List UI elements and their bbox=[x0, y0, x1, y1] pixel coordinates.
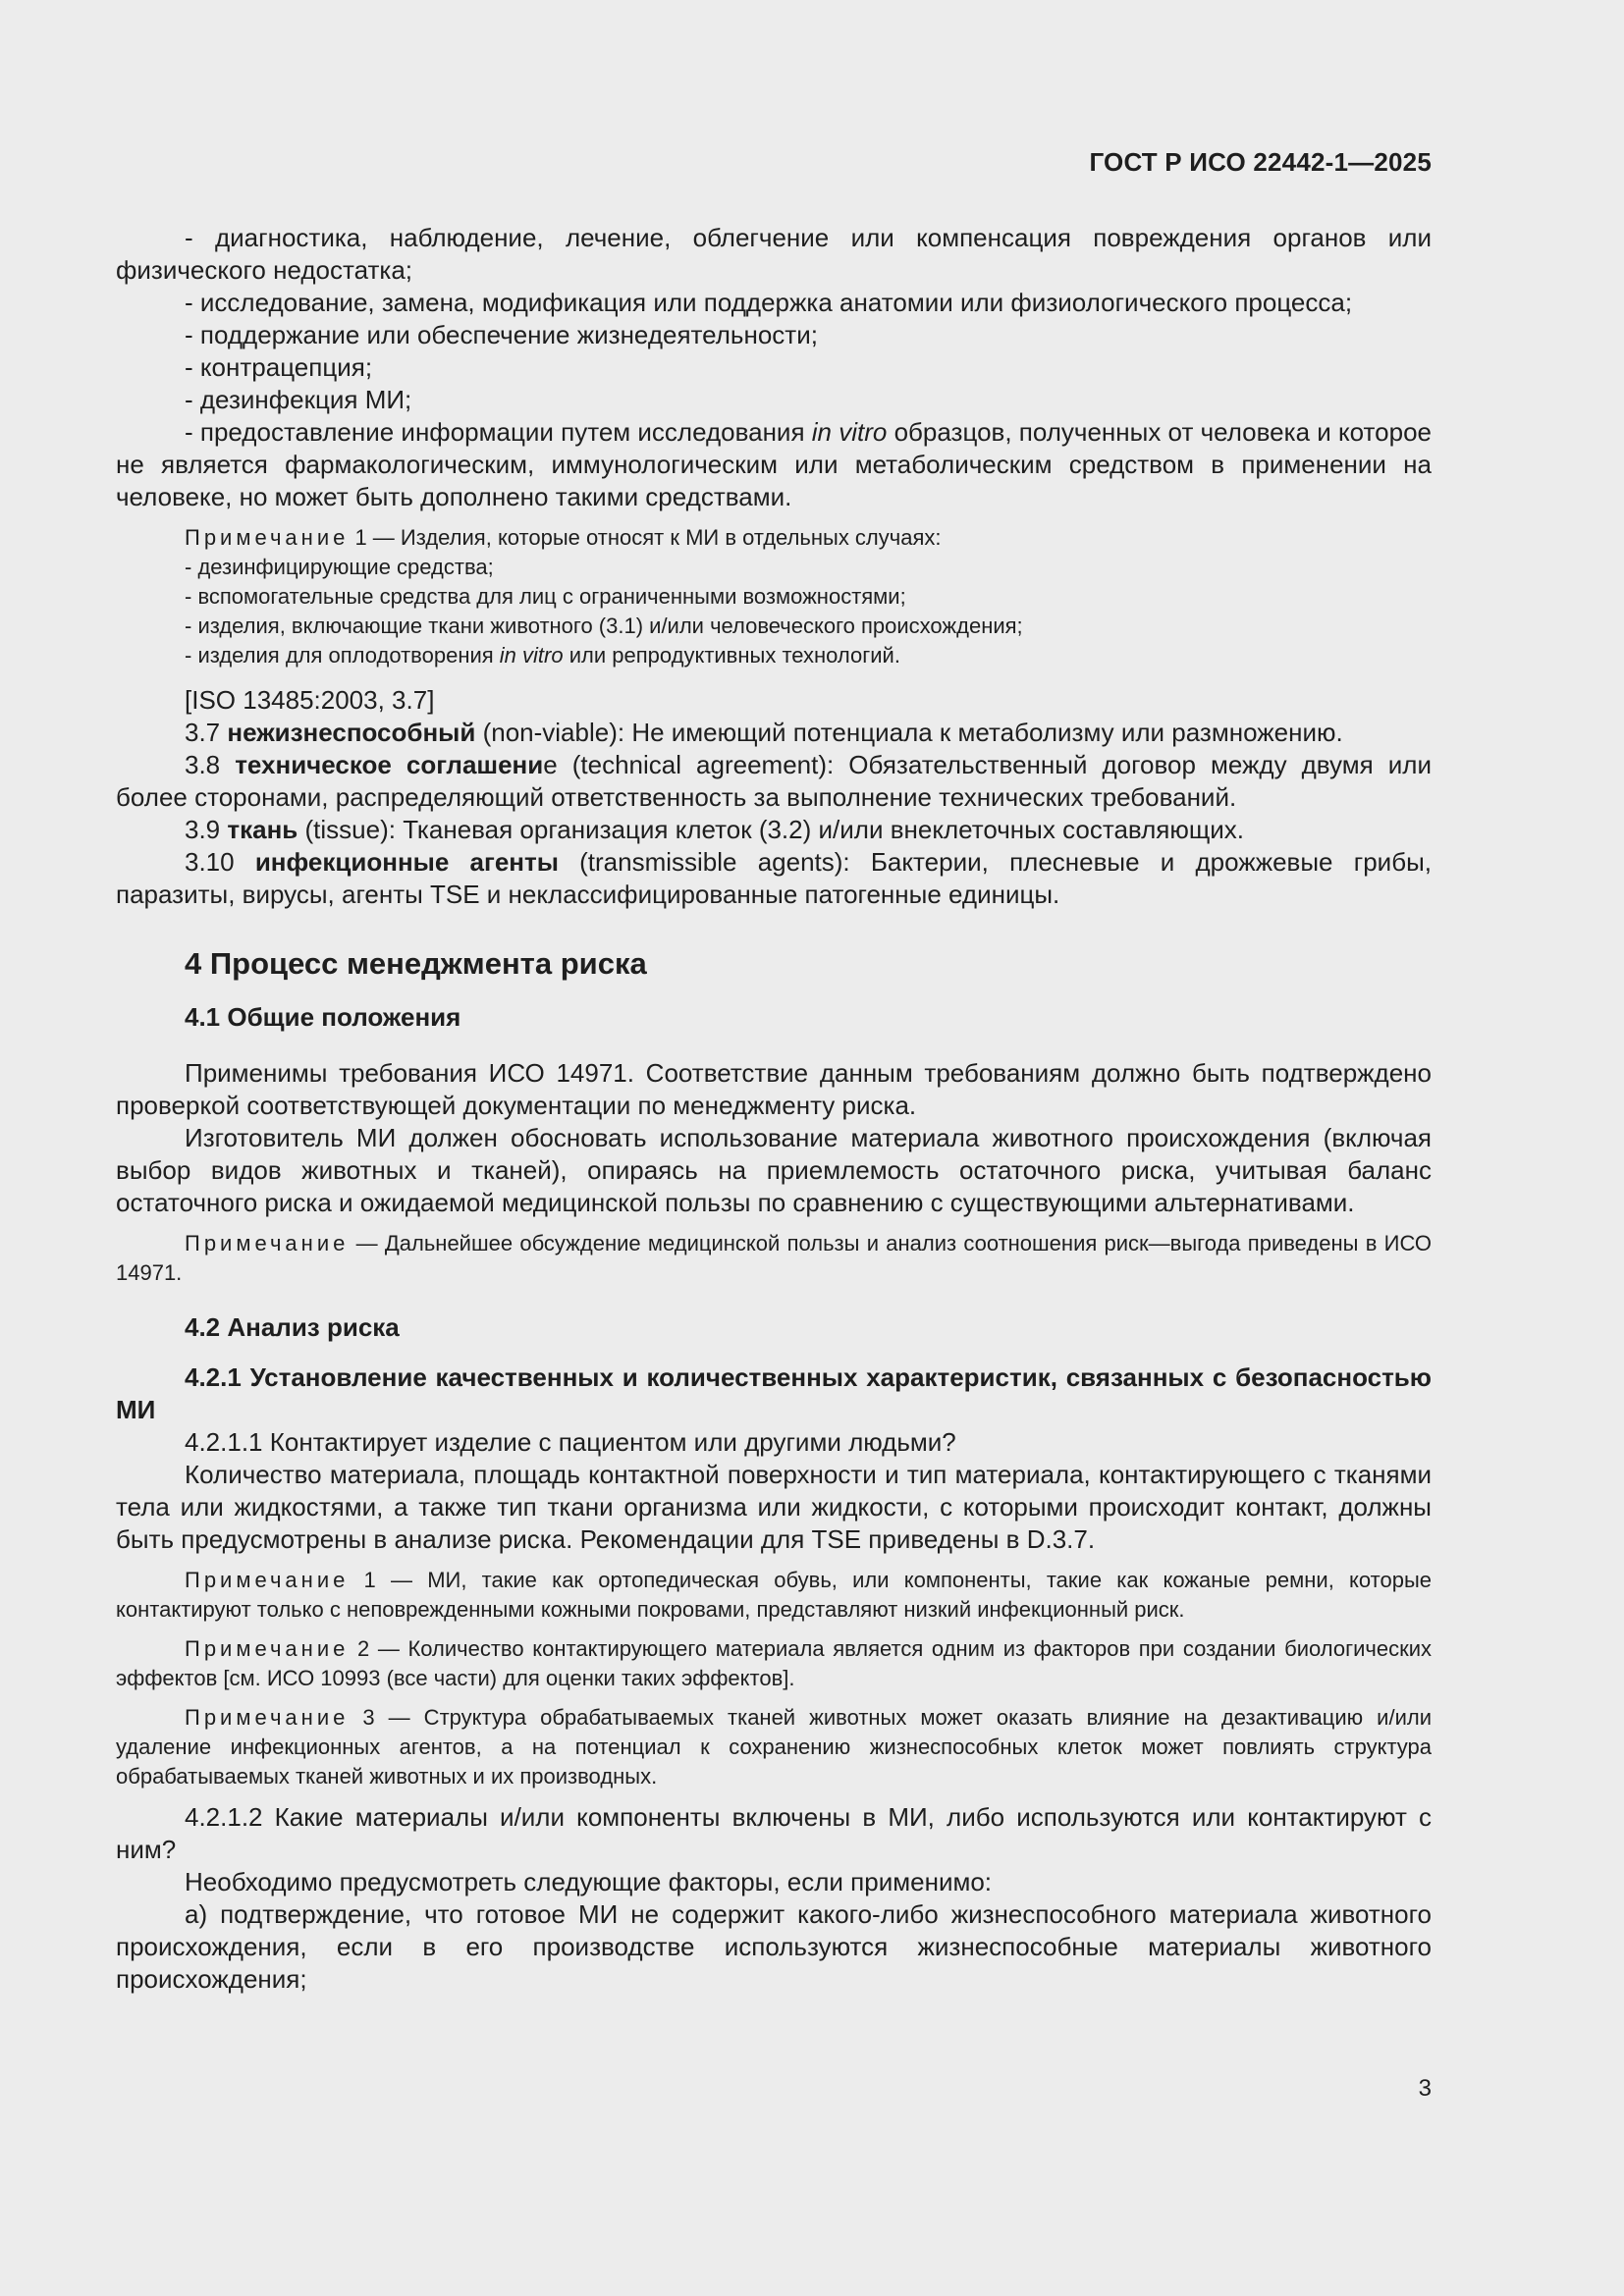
note-1-intro: Примечание 1 — Изделия, которые относят к МИ в отдельных случаях: bbox=[185, 525, 942, 550]
note: Примечание — Дальнейшее обсуждение медицинской пользы и анализ соотношения риск—выгода приведены в ИСО 14971. bbox=[116, 1231, 1432, 1285]
page-number: 3 bbox=[1418, 2075, 1432, 2102]
paragraph: Изготовитель МИ должен обосновать использование материала животного происхождения (включая выбор видов животных и тканей), опираясь на приемлемость остаточного риска, учитывая баланс остаточного риска и ожидаемой медицинской пользы по сравнению с существующими альтернативами. bbox=[116, 1123, 1432, 1217]
note-label: Примечание bbox=[185, 1231, 350, 1255]
note-list-item: - дезинфицирующие средства; bbox=[185, 555, 494, 579]
list-item-a: а) подтверждение, что готовое МИ не содержит какого-либо жизнеспособного материала животного происхождения, если в его производстве используются жизнеспособные материалы животного происхождения; bbox=[116, 1899, 1432, 1994]
note: Примечание 2 — Количество контактирующего материала является одним из факторов при создании биологических эффектов [см. ИСО 10993 (все части) для оценки таких эффектов]. bbox=[116, 1636, 1432, 1690]
section-4-2-title: 4.2 Анализ риска bbox=[185, 1312, 400, 1342]
note-list-item: - изделия, включающие ткани животного (3.1) и/или человеческого происхождения; bbox=[185, 614, 1023, 638]
note-label: Примечание bbox=[185, 525, 350, 550]
paragraph: Применимы требования ИСО 14971. Соответствие данным требованиям должно быть подтверждено проверкой соответствующей документации по менеджменту риска. bbox=[116, 1058, 1432, 1120]
term: нежизнеспособный bbox=[227, 718, 476, 747]
note: Примечание 3 — Структура обрабатываемых тканей животных может оказать влияние на дезактивацию и/или удаление инфекционных агентов, а на потенциал к сохранению жизнеспособных клеток может повлиять структура обрабатываемых тканей животных и их производных. bbox=[116, 1705, 1432, 1789]
question-4-2-1-2: 4.2.1.2 Какие материалы и/или компоненты включены в МИ, либо используются или контактируют с ним? bbox=[116, 1802, 1432, 1864]
note-list-item: - вспомогательные средства для лиц с ограниченными возможностями; bbox=[185, 584, 906, 609]
list-item: - поддержание или обеспечение жизнедеятельности; bbox=[185, 320, 818, 349]
definition-3-9: 3.9 ткань (tissue): Тканевая организация клеток (3.2) и/или внеклеточных составляющих. bbox=[185, 815, 1245, 844]
note-list-item: - изделия для оплодотворения in vitro или репродуктивных технологий. bbox=[185, 643, 900, 667]
italic-term: in vitro bbox=[811, 417, 888, 447]
section-4-title: 4 Процесс менеджмента риска bbox=[185, 946, 647, 981]
list-item: - диагностика, наблюдение, лечение, облегчение или компенсация повреждения органов или физического недостатка; bbox=[116, 223, 1432, 285]
list-item: - контрацепция; bbox=[185, 352, 373, 382]
note-label: Примечание bbox=[185, 1705, 350, 1730]
reference: [ISO 13485:2003, 3.7] bbox=[185, 685, 435, 715]
paragraph: Необходимо предусмотреть следующие факторы, если применимо: bbox=[185, 1867, 993, 1896]
list-item: - дезинфекция МИ; bbox=[185, 385, 412, 414]
list-item: - исследование, замена, модификация или поддержка анатомии или физиологического процесса; bbox=[185, 288, 1353, 317]
document-page bbox=[116, 0, 1432, 2296]
document-body bbox=[116, 222, 1432, 1996]
term: ткань bbox=[227, 815, 298, 844]
section-4-2-1-title: 4.2.1 Установление качественных и количественных характеристик, связанных с безопасностью МИ bbox=[116, 1362, 1432, 1424]
document-header: ГОСТ Р ИСО 22442-1—2025 bbox=[1089, 147, 1432, 177]
section-4-1-title: 4.1 Общие положения bbox=[185, 1002, 461, 1032]
list-item-invitro: - предоставление информации путем исследования in vitro образцов, полученных от человека и которое не является фармакологическим, иммунологическим или метаболическим средством в применении на человеке, но может быть дополнено такими средствами. bbox=[116, 417, 1433, 511]
definition-3-10: 3.10 инфекционные агенты (transmissible agents): Бактерии, плесневые и дрожжевые грибы, паразиты, вирусы, агенты TSE и неклассифицированные патогенные единицы. bbox=[116, 847, 1432, 909]
paragraph: Количество материала, площадь контактной поверхности и тип материала, контактирующего с тканями тела или жидкостями, а также тип ткани организма или жидкости, с которыми происходит контакт, должны быть предусмотрены в анализе риска. Рекомендации для TSE приведены в D.3.7. bbox=[116, 1460, 1432, 1554]
definition-3-7: 3.7 нежизнеспособный (non-viable): Не имеющий потенциала к метаболизму или размножению. bbox=[185, 718, 1343, 747]
definition-3-8: 3.8 техническое соглашение (technical agreement): Обязательственный договор между двумя или более сторонами, распределяющий ответственность за выполнение технических требований. bbox=[116, 750, 1432, 812]
question-4-2-1-1: 4.2.1.1 Контактирует изделие с пациентом или другими людьми? bbox=[185, 1427, 956, 1457]
note: Примечание 1 — МИ, такие как ортопедическая обувь, или компоненты, такие как кожаные ремни, которые контактируют только с неповрежденными кожными покровами, представляют низкий инфекционный риск. bbox=[116, 1568, 1432, 1622]
note-label: Примечание bbox=[185, 1636, 350, 1661]
term: инфекционные агенты bbox=[254, 847, 559, 877]
term: техническое соглашени bbox=[235, 750, 544, 779]
note-label: Примечание bbox=[185, 1568, 350, 1592]
